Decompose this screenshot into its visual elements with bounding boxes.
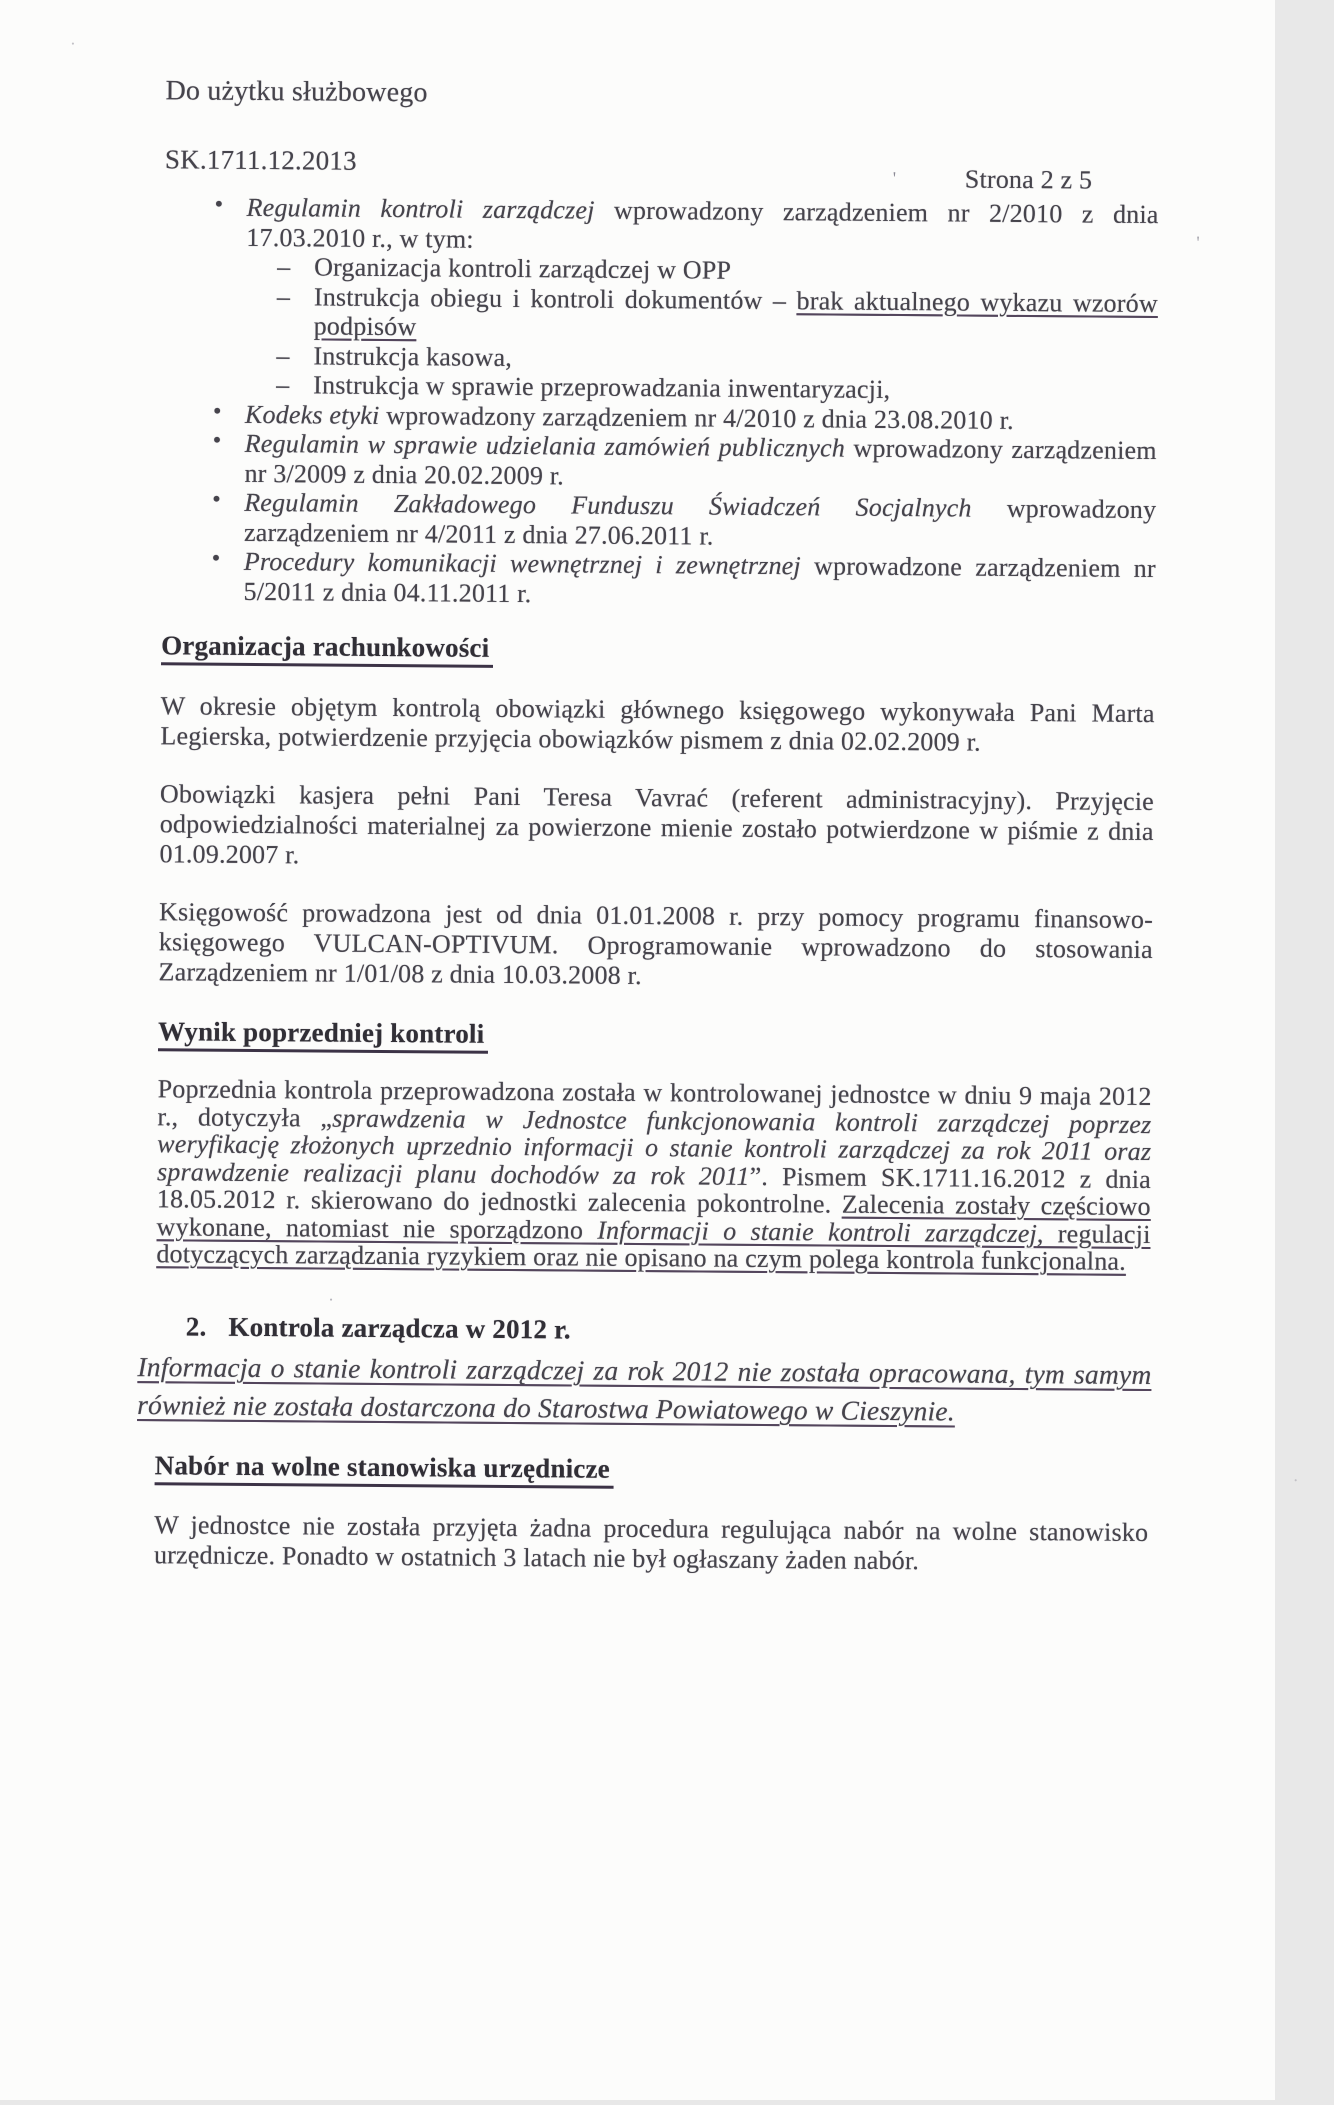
dash-icon: – [276,370,290,400]
previous-audit-findings-italic: Informacji o stanie kontroli zarządczej [597,1215,1038,1248]
regulation-name: Kodeks etyki [244,399,380,430]
heading-text: Nabór na wolne stanowiska urzędnicze [155,1450,614,1489]
section-heading-previous-audit [158,1016,1152,1054]
previous-audit-quoted-scope: sprawdzenia w Jednostce funkcjonowania kontroli zarządczej poprzez weryfikację złożonych uprzednio informacji o stanie kontroli zarządczej za rok 2011 oraz sprawdzenie realizacji planu dochodów za rok 2011 [156,1103,1152,1191]
regulation-details: wprowadzone zarządzeniem nr 5/2011 z dnia 04.11.2011 r. [243,551,1156,608]
regulation-details: wprowadzony zarządzeniem nr 2/2010 z dnia 17.03.2010 r., w tym: [246,195,1159,254]
sub-item-text: Organizacja kontroli zarządczej w OPP [314,252,732,285]
regulation-item [162,487,1156,554]
section-heading-accounting [161,630,1155,668]
bullet-icon: • [211,545,221,572]
statement-missing-information: Informacja o stanie kontroli zarządczej za rok 2012 nie została opracowana, tym samym również nie została dostarczona do Starostwa Powiatowego w Cieszynie. [137,1351,1152,1427]
regulation-name: Procedury komunikacji wewnętrznej i zewnętrznej [243,546,802,581]
regulation-name: Regulamin Zakładowego Funduszu Świadczeń Socjalnych [244,487,972,523]
scan-speck: · [1292,1470,1299,1491]
regulation-details: wprowadzony zarządzeniem nr 4/2010 z dnia 23.08.2010 r. [379,400,1014,435]
heading-number: 2. [185,1311,207,1342]
dash-icon: – [276,281,291,311]
bullet-icon: • [212,486,222,513]
regulation-name: Regulamin w sprawie udzielania zamówień publicznych [244,428,846,463]
heading-text: Wynik poprzedniej kontroli [158,1016,489,1054]
heading-text: Organizacja rachunkowości [161,630,494,668]
sub-item-text: Instrukcja kasowa, [313,340,513,372]
section-heading-recruitment [155,1450,1149,1488]
previous-audit-followup: ”. Pismem SK.1711.16.2012 z dnia 18.05.2012 r. skierowano do jednostki zalecenia pokontrolne. [156,1161,1152,1219]
sub-item-text: Instrukcja obiegu i kontroli dokumentów – [313,281,797,315]
regulation-item [161,546,1155,613]
previous-audit-findings-end: , regulacji dotyczących zarządzania ryzykiem oraz nie opisano na czym polega kontrola funkcjonalna. [156,1218,1151,1276]
previous-audit-findings-underlined: Zalecenia zostały częściowo wykonane, natomiast nie sporządzono [156,1189,1151,1245]
scan-speck: ' [1196,232,1200,253]
sub-item-underlined-text: brak aktualnego wykazu wzorów podpisów [313,285,1158,342]
paragraph-recruitment: W jednostce nie została przyjęta żadna procedura regulująca nabór na wolne stanowisko urzędnicze. Ponadto w ostatnich 3 latach nie był ogłaszany żaden nabór. [153,1510,1149,1576]
regulation-details: wprowadzony zarządzeniem nr 4/2011 z dnia 27.06.2011 r. [243,493,1157,551]
paragraph-bookkeeping: Księgowość prowadzona jest od dnia 01.01.2008 r. przy pomocy programu finansowo-księgowego VULCAN-OPTIVUM. Oprogramowanie wprowadzono do stosowania Zarządzeniem nr 1/01/08 z dnia 10.03.2008 r. [158,897,1154,991]
sub-item-text: Instrukcja w sprawie przeprowadzania inwentaryzacji, [313,370,891,404]
dash-icon: – [277,252,291,282]
bullet-icon: • [212,398,222,425]
scan-speck: · [69,33,76,54]
regulation-name: Regulamin kontroli zarządczej [246,192,595,225]
regulation-item [162,428,1156,495]
regulation-item [164,192,1158,259]
dash-icon: – [276,340,290,370]
bullet-icon: • [214,191,224,218]
section-heading-management-control [156,1311,1180,1349]
paragraph-previous-audit [156,1075,1151,1275]
paragraph-chief-accountant: W okresie objętym kontrolą obowiązki głównego księgowego wykonywała Pani Marta Legierska, potwierdzenie przyjęcia obowiązków pismem z dnia 02.02.2009 r. [160,691,1155,757]
bullet-icon: • [212,427,222,454]
regulation-sub-item [164,281,1158,348]
classification-label: Do użytku służbowego [165,75,428,109]
previous-audit-intro: Poprzednia kontrola przeprowadzona została w kontrolowanej jednostce w dniu 9 maja 2012 r., dotyczyła „ [157,1074,1152,1133]
heading-text: Kontrola zarządcza w 2012 r. [228,1311,571,1345]
regulation-details: wprowadzony zarządzeniem nr 3/2009 z dnia 20.02.2009 r. [244,433,1157,490]
case-number: SK.1711.12.2013 [164,144,357,176]
regulations-list [161,192,1158,613]
scan-speck: · [327,1289,335,1310]
page-indicator: Strona 2 z 5 [964,164,1093,195]
paragraph-cashier: Obowiązki kasjera pełni Pani Teresa Vavrać (referent administracyjny). Przyjęcie odpowiedzialności materialnej za powierzone mienie zostało potwierdzone w piśmie z dnia 01.09.2007 r. [159,779,1155,870]
scan-speck: ' [892,167,897,188]
